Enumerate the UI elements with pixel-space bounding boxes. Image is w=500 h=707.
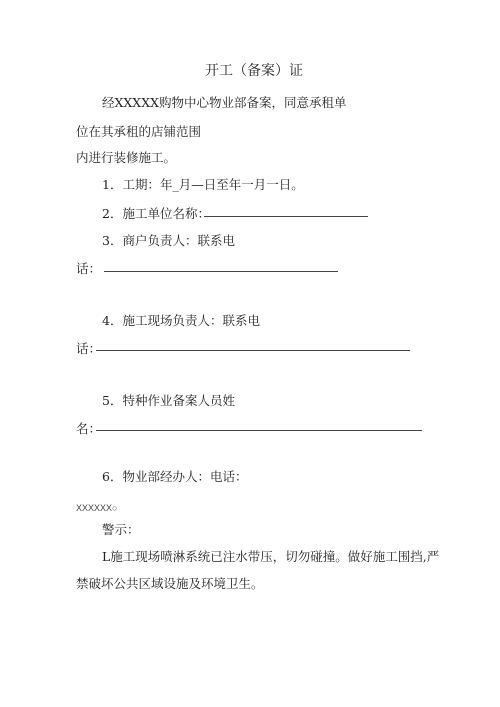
item-6-label: 6．物业部经办人：电话： [102, 469, 248, 484]
warning-label: 警示： [102, 522, 140, 537]
item-3-label: 3．商户负责人：联系电 [102, 233, 235, 248]
item-3-continuation: 话： [76, 261, 102, 276]
item-4-label: 4．施工现场负责人：联系电 [102, 313, 260, 328]
item-4-blank-line [96, 350, 410, 351]
intro-line-3: 内进行装修施工。 [76, 150, 177, 165]
item-1-period: 1．工期：年_月—日至年一月一日。 [102, 177, 304, 192]
document-title: 开工（备案）证 [205, 63, 303, 79]
item-5-label: 5．特种作业备案人员姓 [102, 393, 235, 408]
intro-line-1: 经XXXXX购物中心物业部备案，同意承租单 [102, 95, 347, 110]
item-5-blank-line [96, 430, 422, 431]
item-2-label: 2．施工单位名称： [102, 206, 210, 221]
phone-placeholder: XXXXXX○ [76, 503, 118, 513]
item-5-continuation: 名： [76, 421, 102, 436]
warning-line-2: 禁破坏公共区域设施及环境卫生。 [76, 576, 264, 591]
item-2-blank-line [204, 216, 368, 217]
item-3-blank-line [104, 271, 338, 272]
item-4-continuation: 话： [76, 341, 102, 356]
warning-line-1: L施工现场喷淋系统已注水带压，切勿碰撞。做好施工围挡,严 [102, 549, 440, 564]
intro-line-2: 位在其承租的店铺范围 [76, 124, 202, 139]
